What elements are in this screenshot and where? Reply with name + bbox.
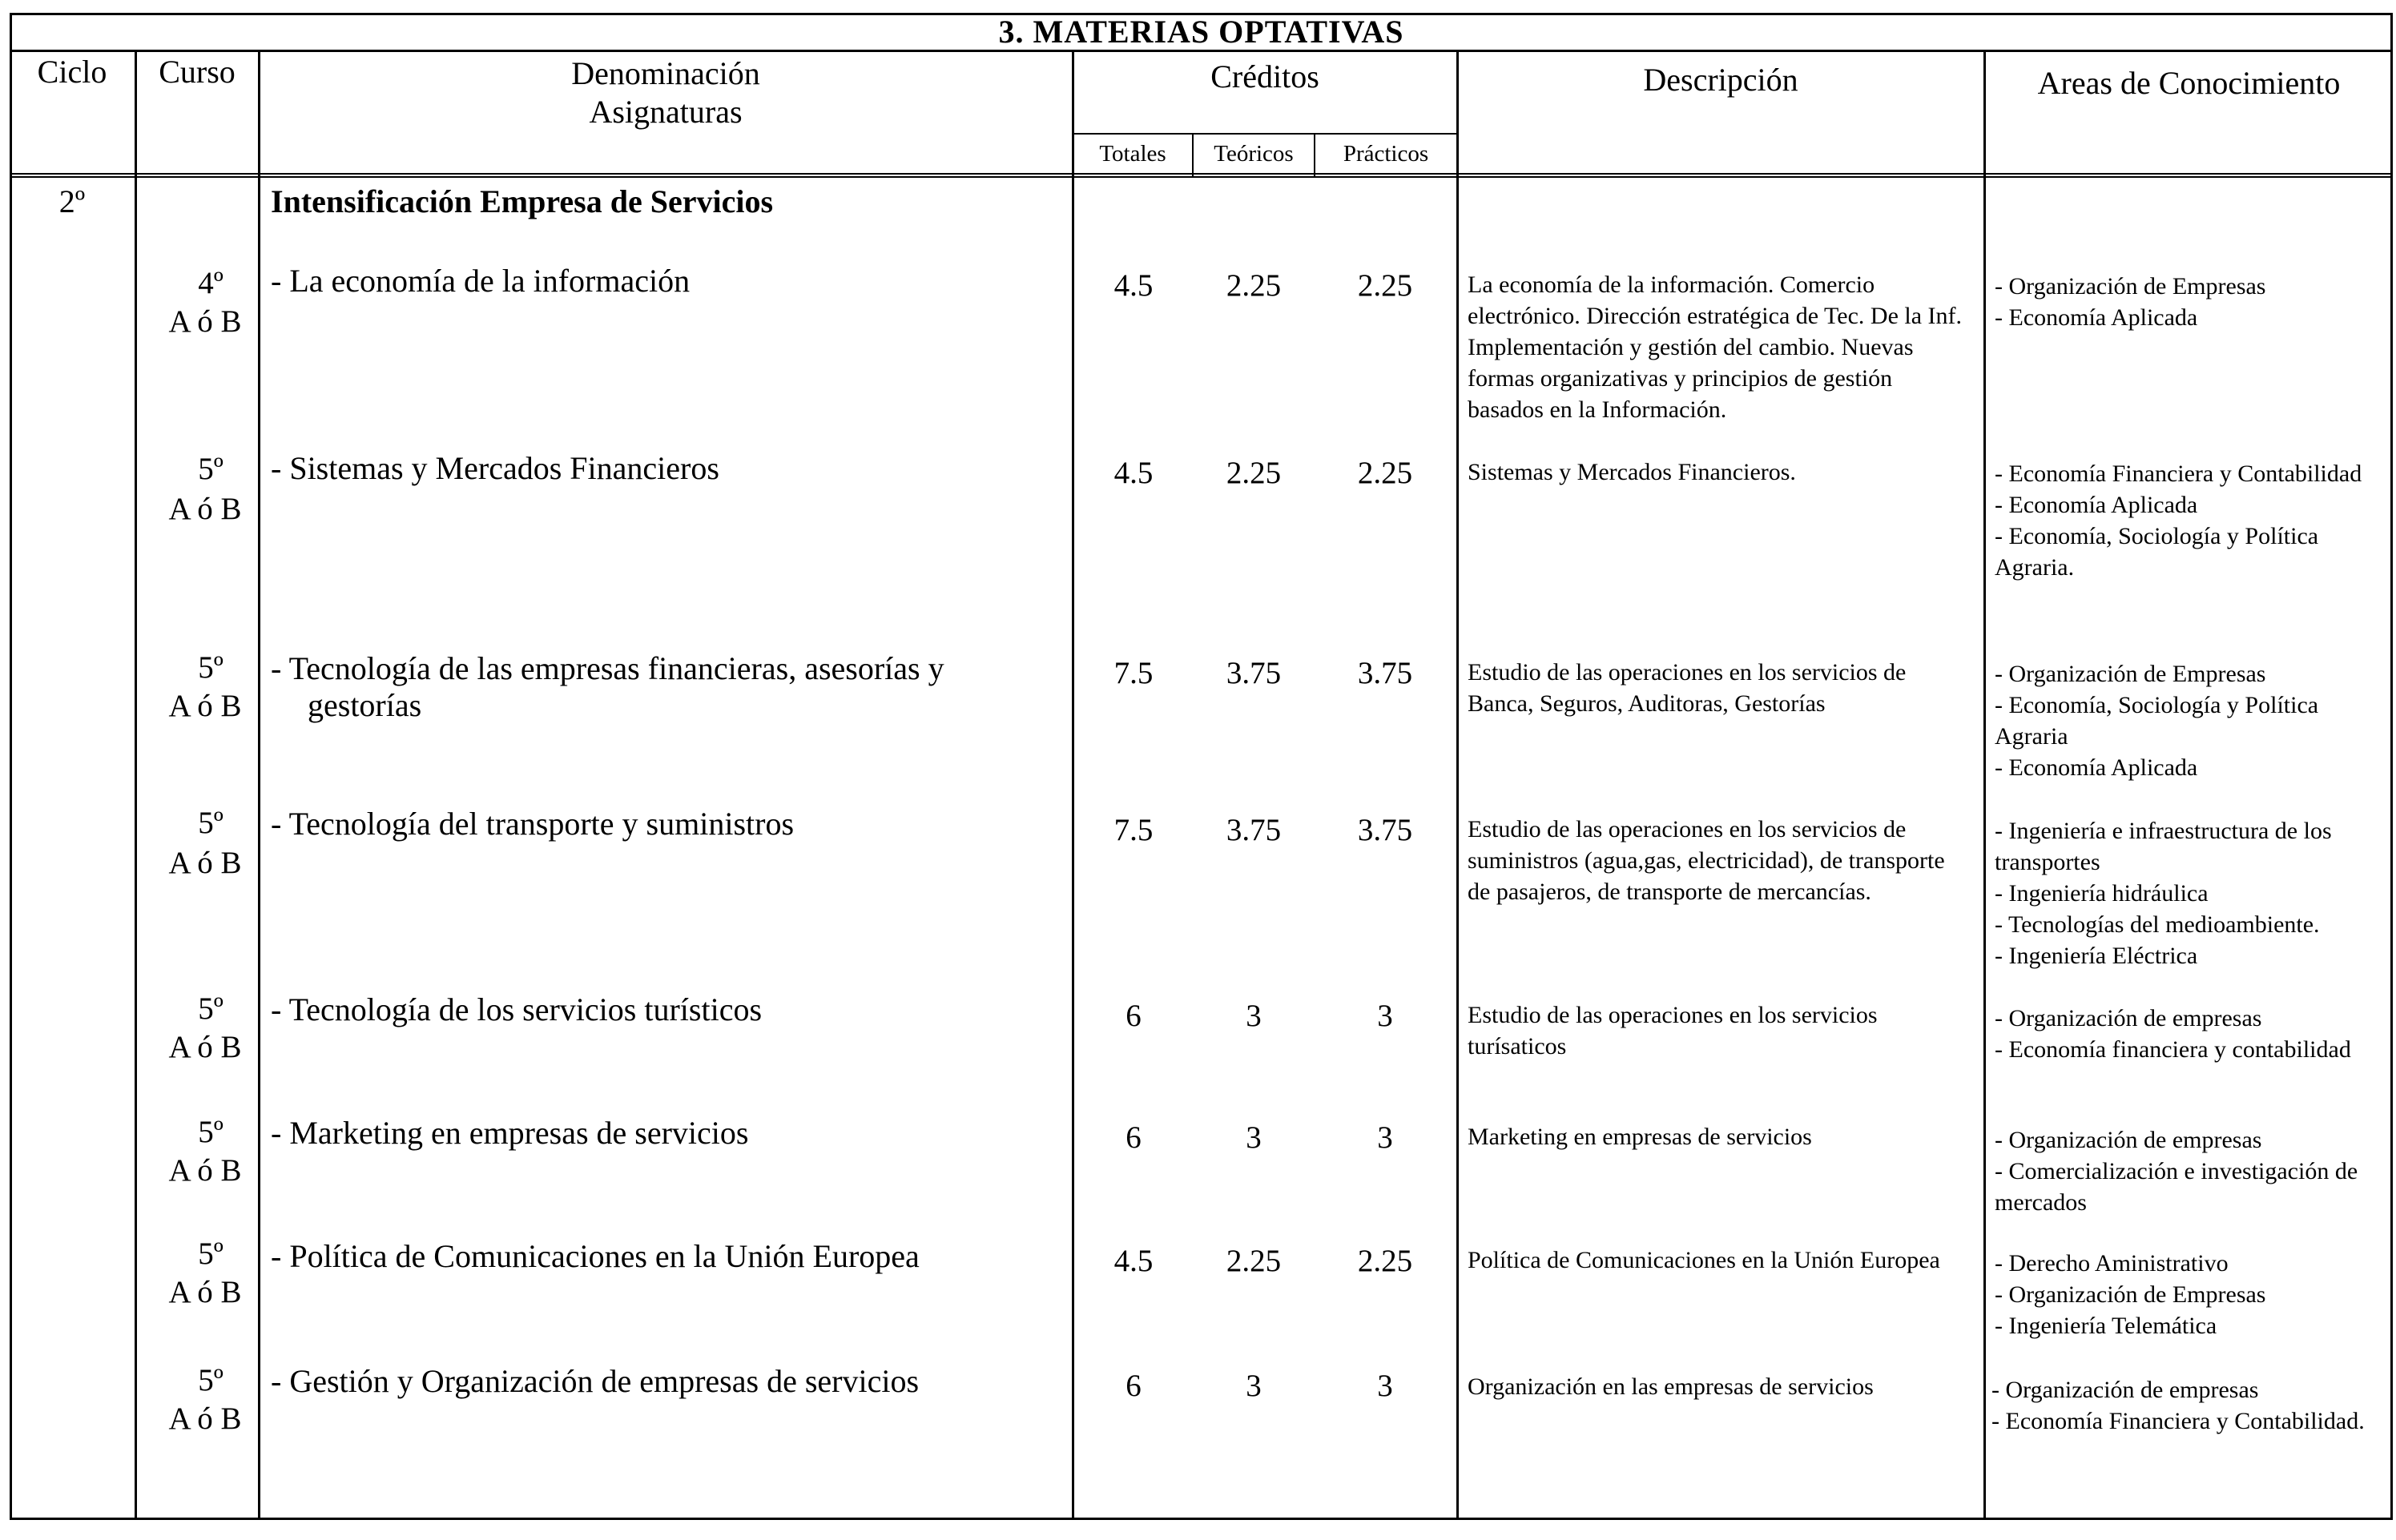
creditos-teoricos: 2.25 [1226, 1244, 1282, 1278]
area-item: - Economía, Sociología y Política Agraria [1995, 692, 2319, 750]
area-item: - Ingeniería Telemática [1995, 1313, 2217, 1339]
subject-name: - Tecnología de los servicios turísticos [271, 991, 763, 1027]
area-item: - Ingeniería hidráulica [1995, 880, 2209, 907]
curso-year: 5º [198, 806, 223, 840]
subject-name: - Marketing en empresas de servicios [271, 1115, 749, 1151]
areas-list [1995, 815, 2387, 971]
curso-year: 5º [198, 991, 223, 1026]
area-item: - Organización de empresas [1995, 1127, 2262, 1153]
creditos-practicos: 2.25 [1357, 268, 1413, 303]
description: Estudio de las operaciones en los servicios turísaticos [1468, 1002, 1878, 1060]
subject-name: - Sistemas y Mercados Financieros [271, 450, 719, 486]
creditos-totales: 6 [1126, 1120, 1142, 1155]
header-creditos: Créditos [1210, 58, 1319, 94]
area-item: - Organización de empresas [1991, 1377, 2259, 1403]
areas-list [1995, 458, 2387, 583]
curso-year: 5º [198, 1115, 223, 1149]
column-rule-ciclo [135, 50, 137, 1520]
creditos-totales: 7.5 [1113, 813, 1154, 847]
header-denominacion-line2: Asignaturas [589, 94, 743, 130]
area-item: - Organización de empresas [1995, 1005, 2262, 1031]
areas-list [1995, 271, 2387, 333]
page-title: 3. MATERIAS OPTATIVAS [998, 14, 1404, 50]
section-title: Intensificación Empresa de Servicios [271, 183, 774, 219]
header-divider [10, 173, 2393, 178]
creditos-practicos: 2.25 [1357, 456, 1413, 490]
creditos-totales: 6 [1126, 999, 1142, 1033]
areas-list [1995, 658, 2387, 783]
description: Política de Comunicaciones en la Unión Europea [1468, 1247, 1940, 1273]
creditos-teoricos: 2.25 [1226, 456, 1282, 490]
curso-group: A ó B [168, 1153, 242, 1188]
creditos-totales: 7.5 [1113, 656, 1154, 690]
description: Sistemas y Mercados Financieros. [1468, 459, 1796, 485]
description: Estudio de las operaciones en los servicios de suministros (agua,gas, electricidad), de transporte de pasajeros, de transporte de mercancías. [1468, 816, 1945, 905]
creditos-practicos: 3 [1377, 1120, 1393, 1155]
creditos-totales: 4.5 [1113, 456, 1154, 490]
areas-list [1995, 1248, 2387, 1341]
curso-group: A ó B [168, 689, 242, 723]
subject-name-continued: gestorías [308, 687, 422, 723]
creditos-practicos: 3 [1377, 1369, 1393, 1403]
areas-list [1995, 1124, 2387, 1218]
creditos-practicos: 2.25 [1357, 1244, 1413, 1278]
header-totales: Totales [1099, 141, 1166, 167]
area-item: - Economía Financiera y Contabilidad [1995, 460, 2362, 487]
subject-name: - Gestión y Organización de empresas de servicios [271, 1363, 920, 1399]
areas-list [1995, 1003, 2387, 1065]
curso-group: A ó B [168, 304, 242, 339]
header-areas: Areas de Conocimiento [2037, 65, 2341, 101]
creditos-teoricos: 3 [1246, 1120, 1262, 1155]
area-item: - Comercialización e investigación de mercados [1995, 1158, 2358, 1216]
header-curso: Curso [159, 54, 236, 90]
header-ciclo: Ciclo [37, 54, 107, 90]
creditos-practicos: 3.75 [1357, 656, 1413, 690]
ciclo-value: 2º [58, 183, 86, 219]
area-item: - Economía Aplicada [1995, 492, 2198, 518]
column-rule-curso [258, 50, 260, 1520]
creditos-totales: 4.5 [1113, 1244, 1154, 1278]
curso-group: A ó B [168, 1401, 242, 1436]
area-item: - Economía Aplicada [1995, 304, 2198, 331]
column-rule-denominacion [1072, 50, 1074, 1520]
creditos-totales: 4.5 [1113, 268, 1154, 303]
creditos-teoricos: 3 [1246, 999, 1262, 1033]
creditos-practicos: 3.75 [1357, 813, 1413, 847]
curso-year: 5º [198, 1236, 223, 1271]
creditos-teoricos: 2.25 [1226, 268, 1282, 303]
description: Organización en las empresas de servicios [1468, 1373, 1874, 1400]
subject-name: - Tecnología de las empresas financieras, asesorías y [271, 650, 944, 686]
header-descripcion: Descripción [1643, 62, 1798, 98]
area-item: - Economía Financiera y Contabilidad. [1991, 1408, 2365, 1434]
curso-year: 5º [198, 650, 223, 685]
description: Marketing en empresas de servicios [1468, 1124, 1812, 1150]
creditos-totales: 6 [1126, 1369, 1142, 1403]
area-item: - Organización de Empresas [1995, 273, 2266, 300]
subject-name: - La economía de la información [271, 263, 691, 299]
curso-group: A ó B [168, 492, 242, 526]
area-item: - Organización de Empresas [1995, 661, 2266, 687]
area-item: - Derecho Aministrativo [1995, 1250, 2229, 1277]
area-item: - Ingeniería e infraestructura de los transportes [1995, 818, 2332, 875]
area-item: - Ingeniería Eléctrica [1995, 943, 2198, 969]
subject-name: - Política de Comunicaciones en la Unión Europea [271, 1238, 920, 1274]
curso-year: 5º [198, 452, 223, 486]
area-item: - Economía, Sociología y Política Agraria. [1995, 523, 2319, 581]
area-item: - Economía Aplicada [1995, 754, 2198, 781]
creditos-subheader-divider [1073, 133, 1456, 135]
column-rule-descripcion [1983, 50, 1986, 1520]
curso-group: A ó B [168, 1030, 242, 1064]
creditos-practicos: 3 [1377, 999, 1393, 1033]
area-item: - Organización de Empresas [1995, 1281, 2266, 1308]
area-item: - Economía financiera y contabilidad [1995, 1036, 2351, 1063]
curso-group: A ó B [168, 1275, 242, 1309]
creditos-teoricos: 3.75 [1226, 813, 1282, 847]
curso-year: 4º [198, 266, 223, 300]
area-item: - Tecnologías del medioambiente. [1995, 911, 2320, 938]
description: Estudio de las operaciones en los servicios de Banca, Seguros, Auditoras, Gestorías [1468, 659, 1907, 717]
areas-list [1991, 1374, 2387, 1437]
subject-name: - Tecnología del transporte y suministros [271, 806, 795, 842]
curso-group: A ó B [168, 846, 242, 880]
column-rule-creditos [1456, 50, 1459, 1520]
header-teoricos: Teóricos [1214, 141, 1294, 167]
header-practicos: Prácticos [1343, 141, 1429, 167]
creditos-teoricos: 3.75 [1226, 656, 1282, 690]
header-denominacion-line1: Denominación [571, 55, 760, 91]
curso-year: 5º [198, 1363, 223, 1397]
creditos-teoricos: 3 [1246, 1369, 1262, 1403]
description: La economía de la información. Comercio electrónico. Dirección estratégica de Tec. De la Inf. Implementación y gestión del cambio. Nuevas formas organizativas y principios de gestión basados en la Información. [1468, 271, 1963, 423]
